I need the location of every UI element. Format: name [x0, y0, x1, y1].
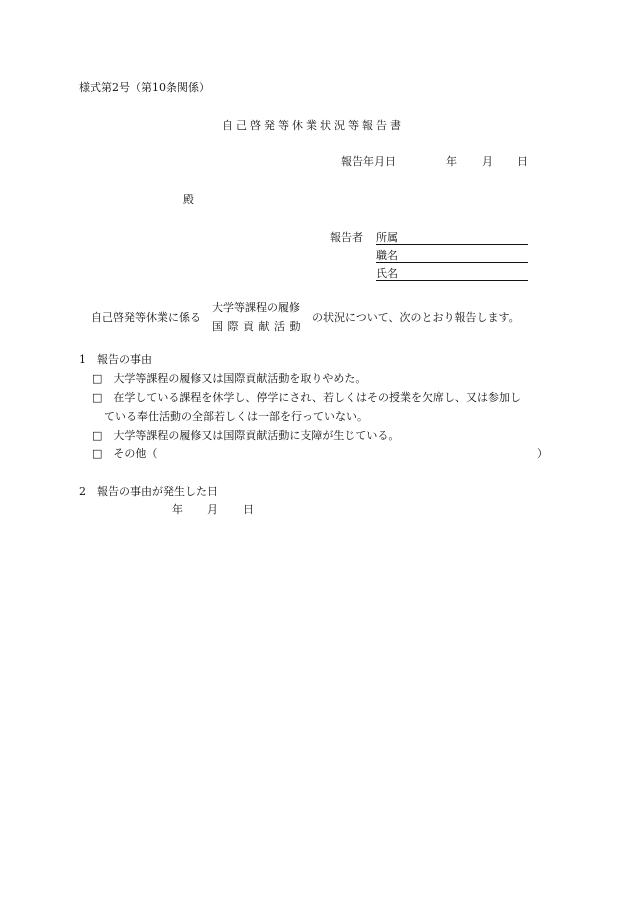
reason-item-1: □ 大学等課程の履修又は国際貢献活動を取りやめた。 — [92, 372, 367, 385]
reason-other-close: ） — [537, 447, 548, 460]
occurrence-day: 日 — [243, 503, 254, 516]
statement-prefix: 自己啓発等休業に係る — [91, 311, 201, 324]
name-line — [376, 280, 528, 281]
section1-heading: 1 報告の事由 — [79, 353, 152, 366]
position-line — [376, 262, 528, 263]
affiliation-line — [376, 244, 528, 245]
form-number: 様式第2号（第10条関係） — [79, 81, 210, 94]
report-date-day: 日 — [517, 155, 528, 168]
name-label: 氏名 — [376, 267, 398, 280]
reason-item-3: □ 大学等課程の履修又は国際貢献活動に支障が生じている。 — [92, 429, 400, 442]
reporter-label: 報告者 — [330, 231, 363, 244]
occurrence-year: 年 — [172, 503, 183, 516]
addressee-suffix: 殿 — [183, 193, 194, 206]
report-date-month: 月 — [482, 155, 493, 168]
document-title: 自己啓発等休業状況等報告書 — [222, 119, 404, 132]
reason-item-other: □ その他（ — [92, 447, 158, 460]
statement-option-top: 大学等課程の履修 — [212, 301, 300, 314]
reason-item-2-cont: ている奉仕活動の全部若しくは一部を行っていない。 — [104, 410, 368, 423]
section2-heading: 2 報告の事由が発生した日 — [79, 485, 218, 498]
position-label: 職名 — [376, 249, 398, 262]
statement-suffix: の状況について、次のとおり報告します。 — [312, 311, 520, 324]
report-date-year: 年 — [446, 155, 457, 168]
affiliation-label: 所属 — [376, 231, 398, 244]
reason-item-2: □ 在学している課程を休学し、停学にされ、若しくはその授業を欠席し、又は参加し — [92, 391, 522, 404]
report-date-label: 報告年月日 — [341, 155, 396, 168]
statement-option-bottom: 国際貢献活動 — [212, 320, 305, 333]
occurrence-month: 月 — [207, 503, 218, 516]
